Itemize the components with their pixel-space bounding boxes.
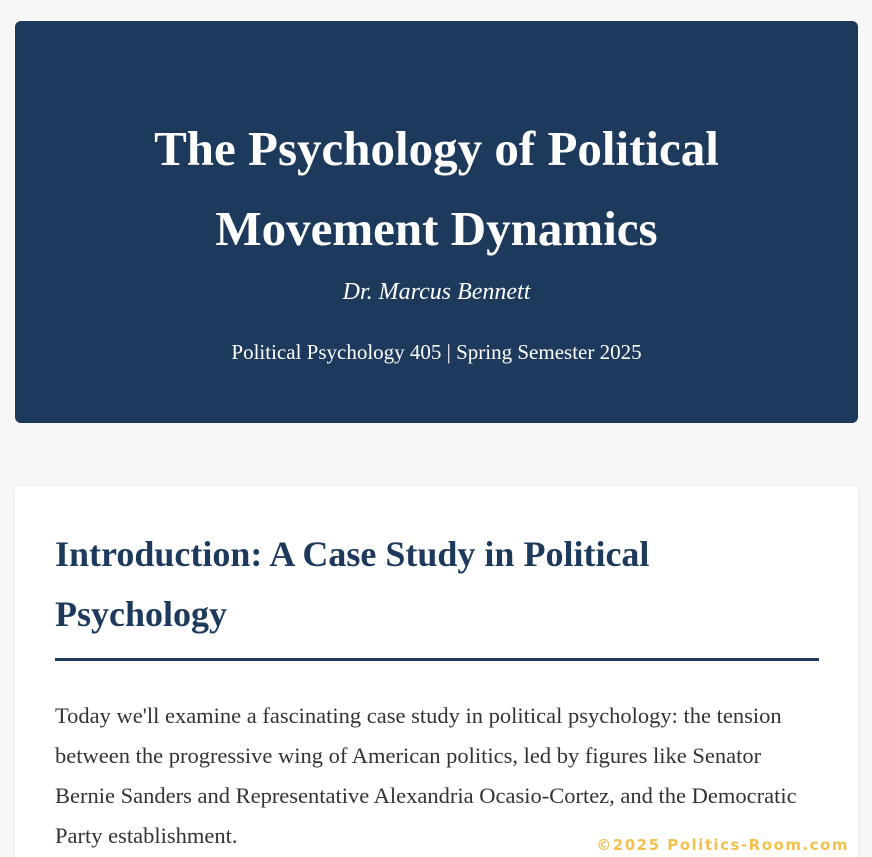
author-name: Dr. Marcus Bennett xyxy=(342,279,531,305)
introduction-section xyxy=(15,486,858,857)
section-heading: Introduction: A Case Study in Political Psychology xyxy=(55,534,650,634)
header-banner xyxy=(15,21,858,423)
section-paragraph: Today we'll examine a fascinating case study in political psychology: the tension between the progressive wing of American politics, led by figures like Senator Bernie Sanders and Representative Alexandria Ocasio-Cortez, and the Democratic Party establishment. xyxy=(55,703,797,848)
page-title: The Psychology of Political Movement Dynamics xyxy=(154,121,719,256)
course-info: Political Psychology 405 | Spring Semester 2025 xyxy=(231,340,642,364)
copyright-watermark: ©2025 Politics-Room.com xyxy=(596,836,849,854)
section-divider xyxy=(55,658,819,661)
